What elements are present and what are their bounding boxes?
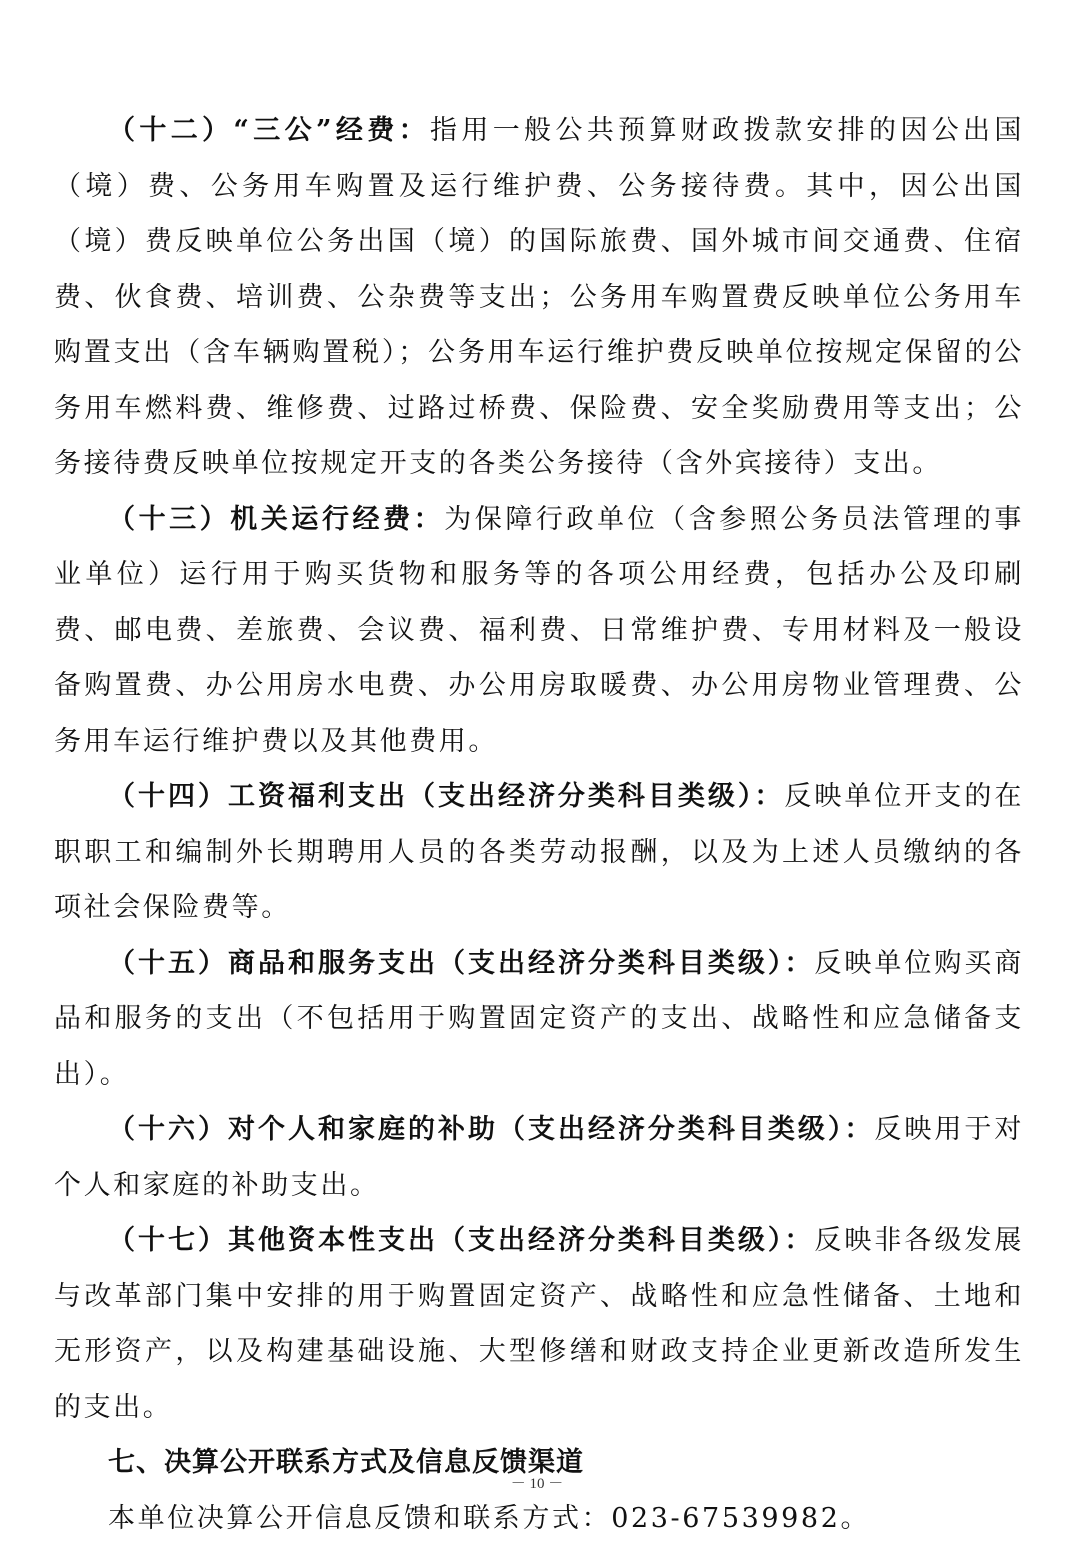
paragraph-item-17 xyxy=(54,1213,1024,1435)
paragraph-term: （十六）对个人和家庭的补助（支出经济分类科目类级）： xyxy=(108,1114,874,1145)
paragraph-term: （十七）其他资本性支出（支出经济分类科目类级）： xyxy=(108,1225,814,1256)
paragraph-text: 反映单位购买商品和服务的支出（不包括用于购置固定资产的支出、战略性和应急储备支出）。 xyxy=(54,948,1024,1090)
paragraph-item-12 xyxy=(54,103,1024,492)
paragraph-term: （十五）商品和服务支出（支出经济分类科目类级）： xyxy=(108,948,814,979)
paragraph-text: 为保障行政单位（含参照公务员法管理的事业单位）运行用于购买货物和服务等的各项公用经费，包括办公及印刷费、邮电费、差旅费、会议费、福利费、日常维护费、专用材料及一般设备购置费、办公用房水电费、办公用房取暖费、办公用房物业管理费、公务用车运行维护费以及其他费用。 xyxy=(54,504,1024,757)
paragraph-text: 反映用于对个人和家庭的补助支出。 xyxy=(54,1114,1024,1201)
paragraph-item-16 xyxy=(54,1102,1024,1213)
page-number: － 10 － xyxy=(0,1472,1074,1493)
paragraph-term: （十三）机关运行经费： xyxy=(108,504,444,535)
paragraph-text: 反映单位开支的在职职工和编制外长期聘用人员的各类劳动报酬，以及为上述人员缴纳的各项社会保险费等。 xyxy=(54,781,1024,923)
contact-line: 本单位决算公开信息反馈和联系方式：023-67539982。 xyxy=(54,1491,1024,1546)
document-body xyxy=(54,103,1024,1546)
paragraph-item-14 xyxy=(54,769,1024,936)
paragraph-term: （十四）工资福利支出（支出经济分类科目类级）： xyxy=(108,781,784,812)
paragraph-item-15 xyxy=(54,936,1024,1103)
paragraph-text: 反映非各级发展与改革部门集中安排的用于购置固定资产、战略性和应急性储备、土地和无形资产，以及构建基础设施、大型修缮和财政支持企业更新改造所发生的支出。 xyxy=(54,1225,1024,1423)
paragraph-text: 指用一般公共预算财政拨款安排的因公出国（境）费、公务用车购置及运行维护费、公务接待费。其中，因公出国（境）费反映单位公务出国（境）的国际旅费、国外城市间交通费、住宿费、伙食费、培训费、公杂费等支出；公务用车购置费反映单位公务用车购置支出（含车辆购置税）；公务用车运行维护费反映单位按规定保留的公务用车燃料费、维修费、过路过桥费、保险费、安全奖励费用等支出；公务接待费反映单位按规定开支的各类公务接待（含外宾接待）支出。 xyxy=(54,115,1024,479)
paragraph-item-13 xyxy=(54,492,1024,770)
paragraph-term: （十二）“三公”经费： xyxy=(108,115,430,146)
section-heading: 七、决算公开联系方式及信息反馈渠道 xyxy=(54,1435,1024,1491)
